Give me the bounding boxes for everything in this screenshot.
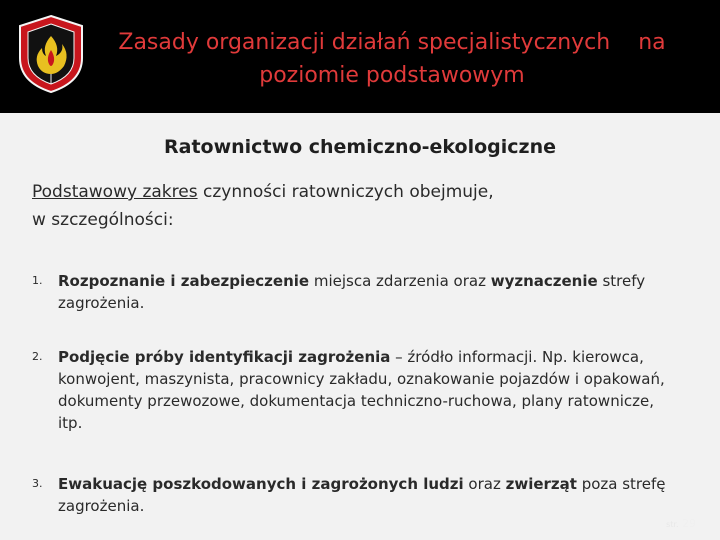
intro-text-line2: w szczególności: [32,210,174,230]
intro-underlined-text: Podstawowy zakres [32,182,198,202]
list-item-bold: Rozpoznanie i zabezpieczenie [58,272,310,290]
header-bar [0,0,720,113]
list-item-number: 1. [32,274,43,287]
list-item-number: 2. [32,350,43,363]
page-number-label: str. [666,520,679,529]
title-line-1: Zasady organizacji działań specjalistycznych na [118,30,666,55]
list-item-plain: strefy zagrożenia. [58,272,646,312]
list-item-text [58,346,668,434]
section-subtitle: Ratownictwo chemiczno-ekologiczne [164,136,556,158]
intro-paragraph [32,178,632,234]
list-item-text [58,473,668,517]
page-number [666,517,696,530]
list-item-number: 3. [32,477,43,490]
list-item-plain: miejsca zdarzenia oraz [309,272,491,290]
list-item-bold: Podjęcie próby identyfikacji zagrożenia [58,348,391,366]
page-title [92,26,692,92]
list-item-plain: poza strefę zagrożenia. [58,475,666,515]
page-number-value: 29 [682,517,696,530]
list-item-bold: zwierząt [505,475,577,493]
list-item-bold: Ewakuację poszkodowanych i zagrożonych ludzi [58,475,464,493]
list-item-plain: – źródło informacji. Np. kierowca, konwojent, maszynista, pracownicy zakładu, oznakowanie pojazdów i opakowań, dokumenty przewozowe, dokumentacja techniczno-ruchowa, plany ratownicze, itp. [58,348,665,432]
list-item-text [58,270,668,314]
list-item-bold: wyznaczenie [490,272,598,290]
list-item-plain: oraz [463,475,506,493]
intro-text-line1: czynności ratowniczych obejmuje, [197,182,494,202]
fire-brigade-logo-icon [16,14,86,94]
title-line-2: poziomie podstawowym [259,63,525,88]
